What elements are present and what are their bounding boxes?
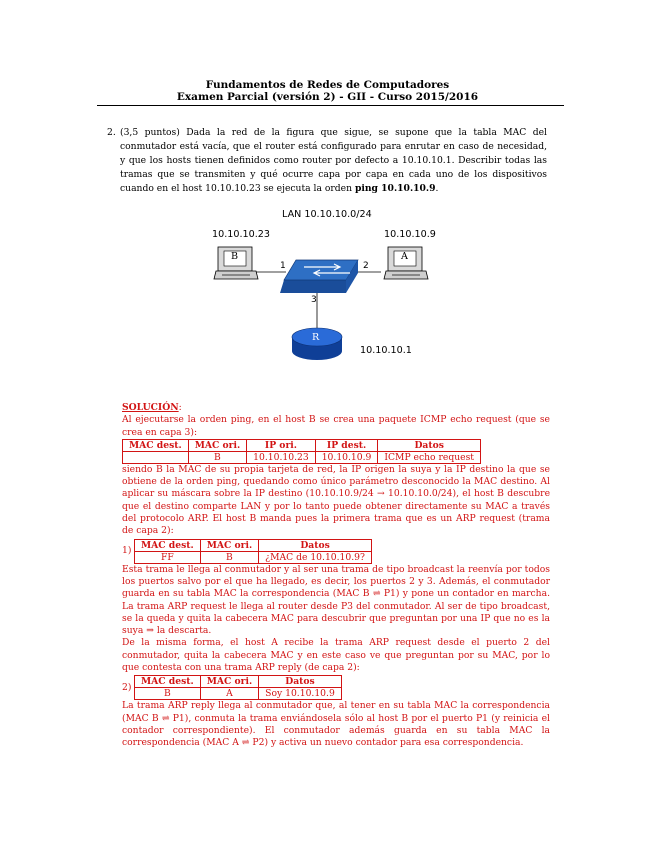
table-cell: B [200, 551, 258, 563]
table-header: Datos [259, 539, 372, 551]
table-cell: ICMP echo request [378, 451, 481, 463]
frame-1-row [122, 539, 550, 564]
solution-block [122, 402, 550, 750]
question-text [120, 126, 547, 196]
question-number: 2. [107, 127, 116, 138]
icmp-packet-table [122, 439, 481, 464]
table-header: IP dest. [315, 439, 378, 451]
question-text-before: (3,5 puntos) Dada la red de la figura que sigue, se supone que la tabla MAC del conmutador está vacía, que el router está configurado para enrutar en caso de necesidad, y que los hosts tienen definidos como router por defecto a 10.10.10.1. Describir todas las tramas que se transmiten y qué ocurre capa por capa en cada uno de los dispositivos cuando en el host 10.10.10.23 se ejecuta la orden [120, 127, 547, 194]
table-header: MAC ori. [200, 676, 258, 688]
table-cell: FF [135, 551, 201, 563]
question-command: ping 10.10.10.9 [354, 183, 436, 194]
port-3-label: 3 [311, 295, 317, 305]
header-rule [97, 105, 564, 106]
table-cell: A [200, 688, 258, 700]
table-cell: 10.10.10.9 [315, 451, 378, 463]
exam-subtitle: Examen Parcial (versión 2) - GII - Curso 2015/2016 [176, 91, 479, 103]
switch-icon [280, 260, 358, 293]
arp-request-table [134, 539, 372, 564]
host-a-name: A [401, 251, 408, 262]
solution-title: SOLUCIÓN [122, 402, 179, 413]
table-cell: ¿MAC de 10.10.10.9? [259, 551, 372, 563]
table-cell: B [135, 688, 201, 700]
lan-label: LAN 10.10.10.0/24 [282, 209, 372, 220]
router-ip: 10.10.10.1 [360, 345, 412, 356]
table-cell: B [188, 451, 246, 463]
host-b-name: B [231, 251, 239, 262]
table-header: Datos [259, 676, 342, 688]
frame-2-row [122, 675, 550, 700]
table-header: IP ori. [247, 439, 316, 451]
question-text-after: . [435, 183, 439, 194]
arp-reply-table [134, 675, 342, 700]
table-header: MAC dest. [135, 676, 201, 688]
host-a-ip: 10.10.10.9 [384, 229, 436, 240]
exam-course-title: Fundamentos de Redes de Computadores [205, 79, 450, 91]
solution-paragraph-4: De la misma forma, el host A recibe la trama ARP request desde el puerto 2 del conmutador, quita la cabecera MAC y en este caso ve que preguntan por su MAC, por lo que contesta con una trama ARP reply (de capa 2): [122, 637, 550, 674]
solution-paragraph-2: siendo B la MAC de su propia tarjeta de red, la IP origen la suya y la IP destino la que se obtiene de la orden ping, quedando como único parámetro desconocido la MAC destino. Al aplicar su máscara sobre la IP destino (10.10.10.9/24 → 10.10.10.0/24), el host B descubre que el destino comparte LAN y por lo tanto puede obtener directamente su MAC a través del protocolo ARP. El host B manda pues la primera trama que es un ARP request (trama de capa 2): [122, 463, 550, 537]
solution-paragraph-5: La trama ARP reply llega al conmutador que, al tener en su tabla MAC la correspondencia (MAC B ⇌ P1), conmuta la trama enviándosela sólo al host B por el puerto P1 (y reinicia el contador correspondiente). El conmutador además guarda en su tabla MAC la correspondencia (MAC A ⇌ P2) y activa un nuevo contador para esa correspondencia. [122, 700, 550, 749]
table-cell: Soy 10.10.10.9 [259, 688, 342, 700]
router-name: R [312, 332, 320, 343]
table-cell [123, 451, 189, 463]
solution-paragraph-3: Esta trama le llega al conmutador y al ser una trama de tipo broadcast la reenvía por todos los puertos salvo por el que ha llegado, es decir, los puertos 2 y 3. Además, el conmutador guarda en su tabla MAC la correspondencia (MAC B ⇌ P1) y pone un contador en marcha. La trama ARP request le llega al router desde P3 del conmutador. Al ser de tipo broadcast, se la queda y quita la cabecera MAC para descubrir que preguntan por una IP que no es la suya ⇒ la descarta. [122, 563, 550, 637]
table-cell: 10.10.10.23 [247, 451, 316, 463]
port-2-label: 2 [363, 261, 369, 271]
frame-1-label: 1) [122, 545, 132, 557]
question-block [107, 126, 547, 196]
solution-paragraph-1: Al ejecutarse la orden ping, en el host B se crea una paquete ICMP echo request (que se crea en capa 3): [122, 414, 550, 438]
table-header: Datos [378, 439, 481, 451]
port-1-label: 1 [280, 261, 286, 271]
table-header: MAC ori. [188, 439, 246, 451]
network-diagram [200, 205, 440, 380]
host-b-ip: 10.10.10.23 [212, 229, 270, 240]
solution-title-colon: : [178, 402, 182, 413]
table-header: MAC dest. [123, 439, 189, 451]
table-header: MAC dest. [135, 539, 201, 551]
table-header: MAC ori. [200, 539, 258, 551]
frame-2-label: 2) [122, 681, 132, 693]
